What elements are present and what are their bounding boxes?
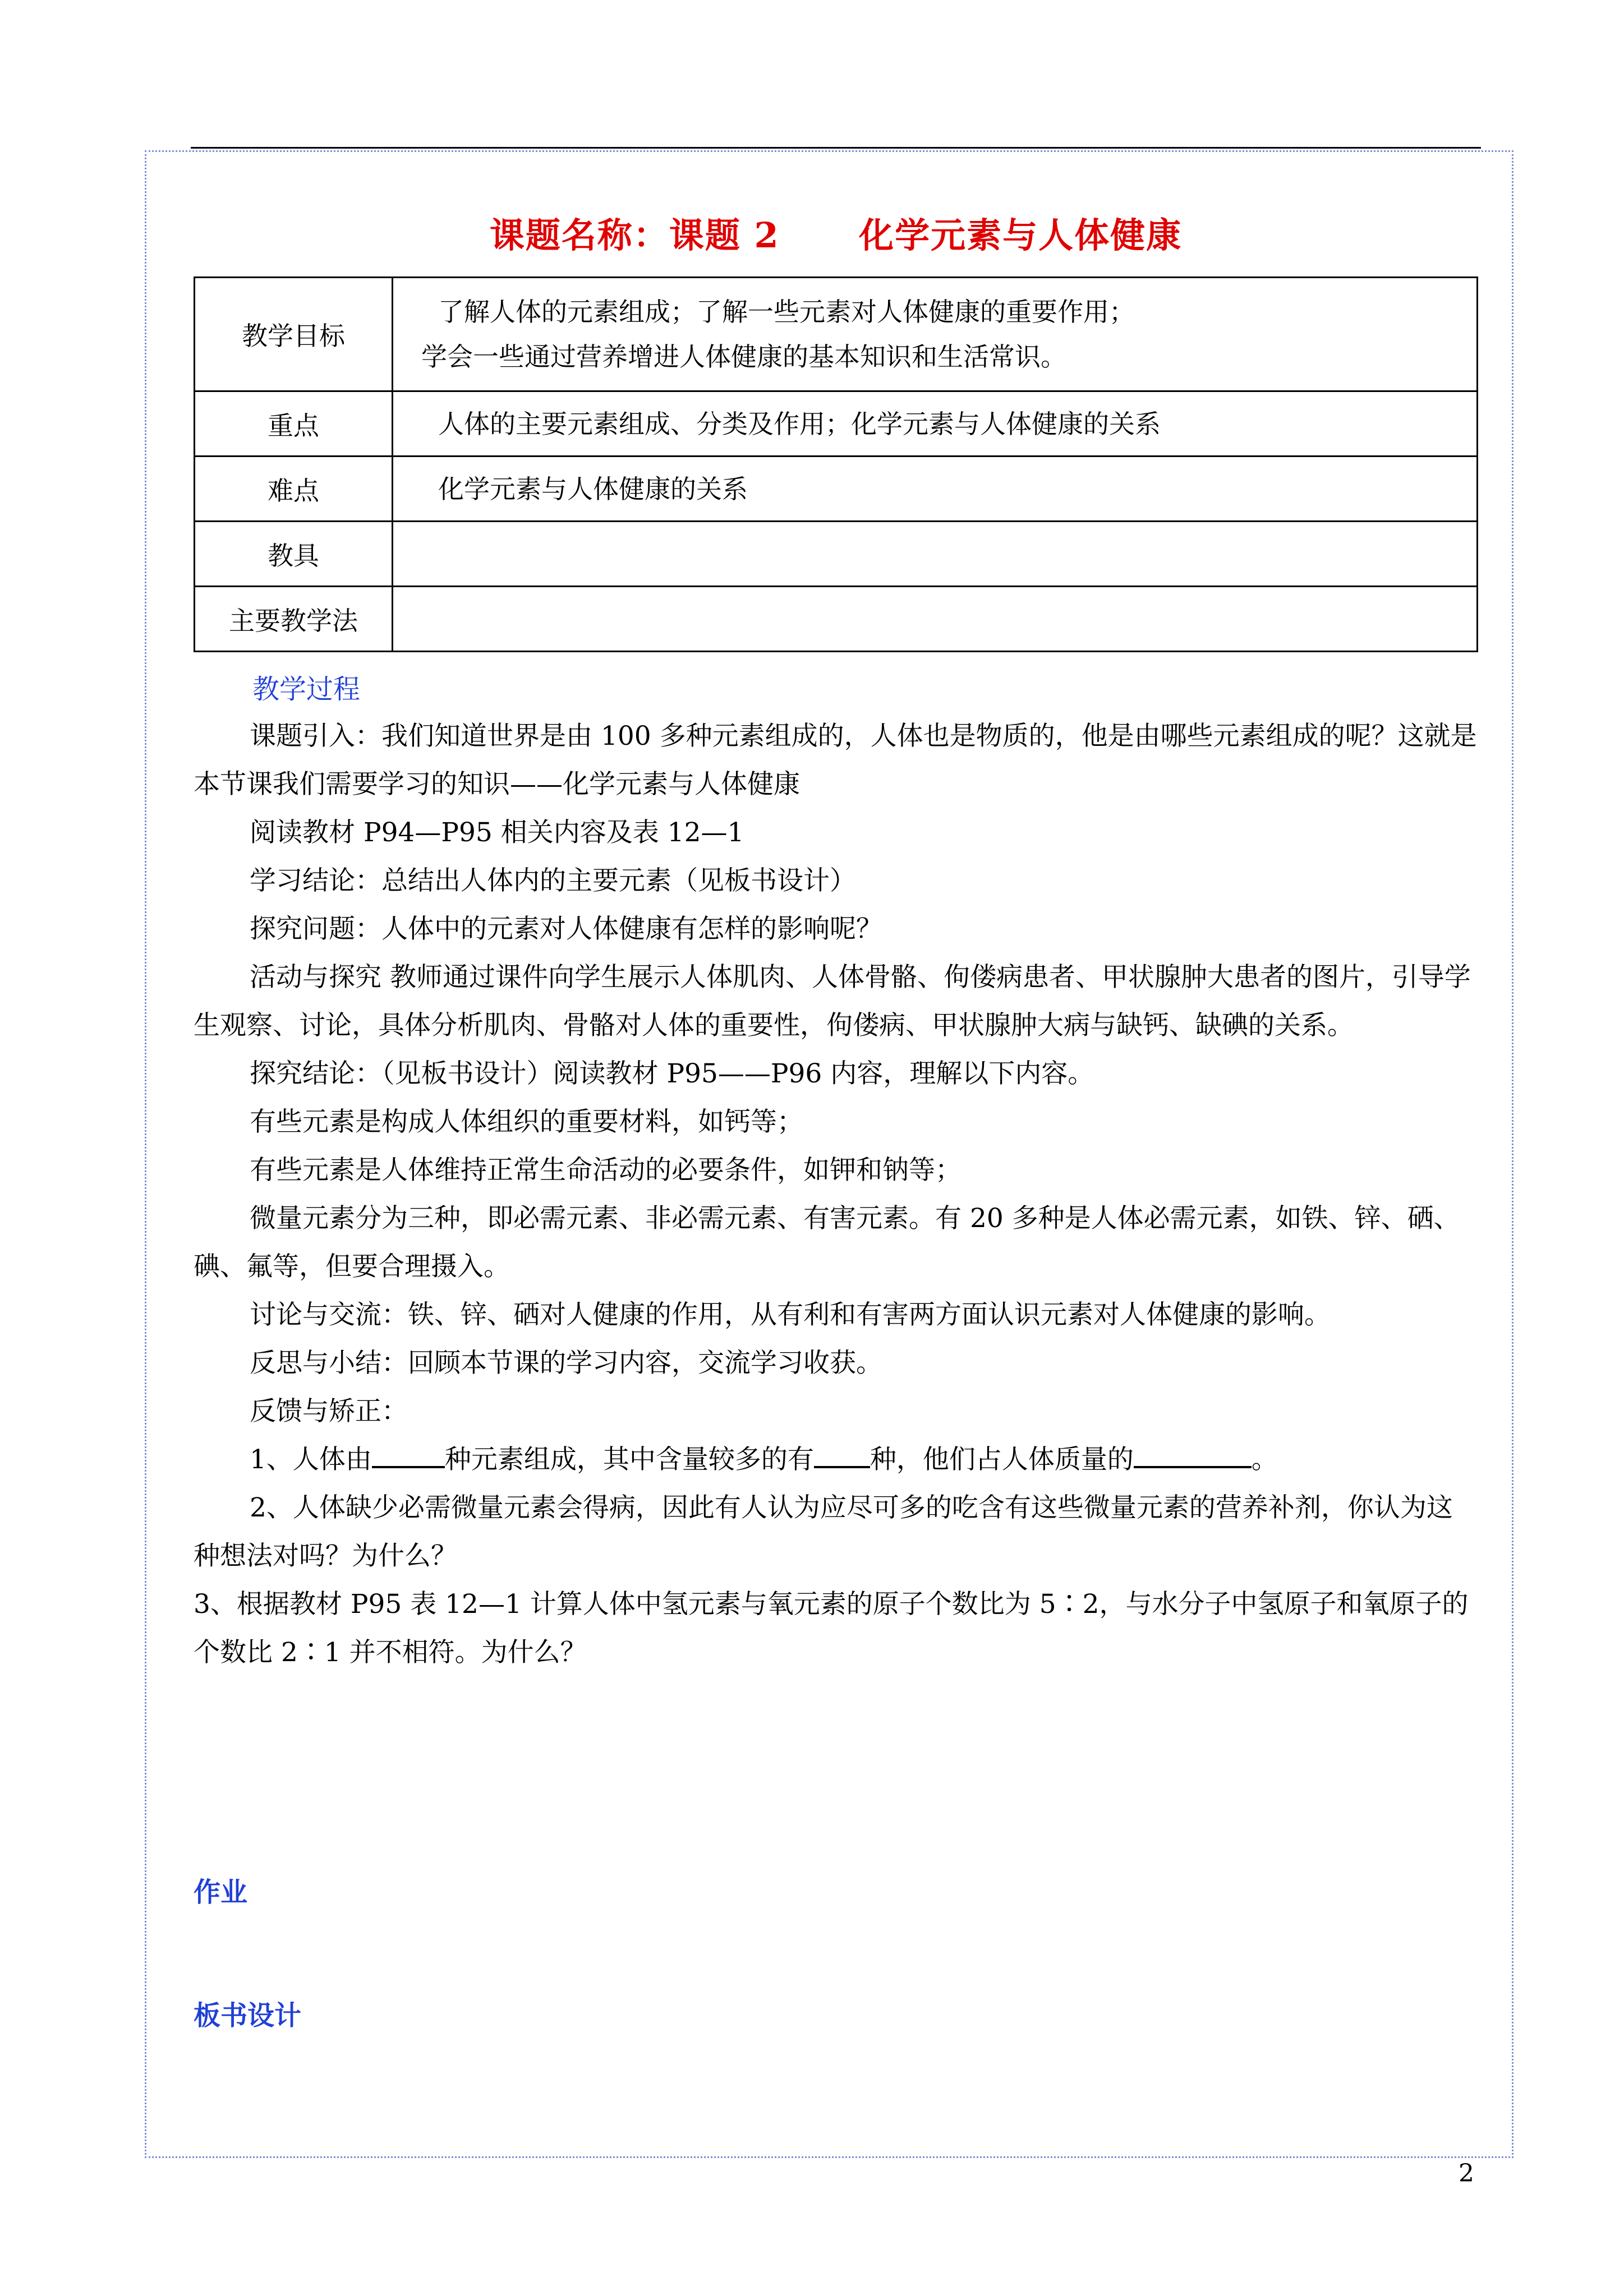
process-heading: 教学过程 (252, 674, 361, 705)
goal-line-1: 了解人体的元素组成；了解一些元素对人体健康的重要作用； (438, 297, 1135, 327)
difficulty-row (195, 457, 1478, 522)
goal-label: 教学目标 (195, 278, 393, 391)
paragraph: 反馈与矫正： (250, 1396, 408, 1427)
tools-row (195, 522, 1478, 587)
q1-text-b: 种元素组成，其中含量较多的有 (444, 1444, 814, 1475)
question-2: 2、人体缺少必需微量元素会得病，因此有人认为应尽可多的吃含有这些微量元素的营养补剂，你认为这种想法对吗？为什么？ (194, 1492, 1453, 1571)
key-point-value: 人体的主要元素组成、分类及作用；化学元素与人体健康的关系 (393, 391, 1478, 457)
paragraph: 微量元素分为三种，即必需元素、非必需元素、有害元素。有 20 多种是人体必需元素，如铁、锌、硒、碘、氟等，但要合理摄入。 (194, 1203, 1460, 1282)
paragraph: 反思与小结：回顾本节课的学习内容，交流学习收获。 (250, 1348, 882, 1378)
key-point-label: 重点 (195, 391, 393, 457)
paragraph: 讨论与交流：铁、锌、硒对人健康的作用，从有利和有害两方面认识元素对人体健康的影响。 (250, 1299, 1331, 1330)
tools-value (393, 522, 1478, 587)
blank-2 (814, 1436, 870, 1468)
page-title: 课题名称：课题 2 化学元素与人体健康 (489, 215, 1183, 256)
paragraph: 课题引入：我们知道世界是由 100 多种元素组成的，人体也是物质的，他是由哪些元素组成的呢？这就是本节课我们需要学习的知识——化学元素与人体健康 (194, 721, 1477, 800)
paragraph: 活动与探究 教师通过课件向学生展示人体肌肉、人体骨骼、佝偻病患者、甲状腺肿大患者的图片，引导学生观察、讨论，具体分析肌肉、骨骼对人体的重要性，佝偻病、甲状腺肿大病与缺钙、缺碘的关系。 (194, 962, 1471, 1041)
difficulty-value: 化学元素与人体健康的关系 (393, 457, 1478, 522)
board-design-heading: 板书设计 (194, 2000, 302, 2031)
paragraph: 探究结论：（见板书设计）阅读教材 P95——P96 内容，理解以下内容。 (250, 1058, 1094, 1089)
header-rule (191, 147, 1481, 149)
paragraph: 有些元素是人体维持正常生命活动的必要条件，如钾和钠等； (250, 1155, 961, 1186)
paragraph: 阅读教材 P94—P95 相关内容及表 12—1 (250, 817, 744, 848)
q1-text-d: 。 (1251, 1444, 1278, 1475)
homework-heading: 作业 (194, 1877, 248, 1908)
lesson-body (194, 712, 1478, 1677)
paragraph: 学习结论：总结出人体内的主要元素（见板书设计） (250, 865, 856, 896)
q1-text-c: 种，他们占人体质量的 (869, 1444, 1134, 1475)
key-point-row (195, 391, 1478, 457)
method-value (393, 587, 1478, 652)
tools-label: 教具 (195, 522, 393, 587)
goal-line-2: 学会一些通过营养增进人体健康的基本知识和生活常识。 (421, 342, 1066, 372)
blank-1 (372, 1436, 445, 1468)
question-1 (194, 1436, 1478, 1484)
paragraph: 探究问题：人体中的元素对人体健康有怎样的影响呢？ (250, 914, 882, 944)
goal-row (195, 278, 1478, 391)
paragraph: 有些元素是构成人体组织的重要材料，如钙等； (250, 1106, 803, 1137)
method-row (195, 587, 1478, 652)
goal-value (393, 278, 1478, 391)
difficulty-label: 难点 (195, 457, 393, 522)
lesson-info-table (194, 276, 1478, 652)
blank-3 (1134, 1436, 1252, 1468)
question-3: 3、根据教材 P95 表 12—1 计算人体中氢元素与氧元素的原子个数比为 5∶2，与水分子中氢原子和氧原子的个数比 2∶1 并不相符。为什么？ (194, 1589, 1469, 1668)
page-number: 2 (1459, 2159, 1474, 2188)
q1-text-a: 1、人体由 (250, 1444, 372, 1475)
method-label: 主要教学法 (195, 587, 393, 652)
